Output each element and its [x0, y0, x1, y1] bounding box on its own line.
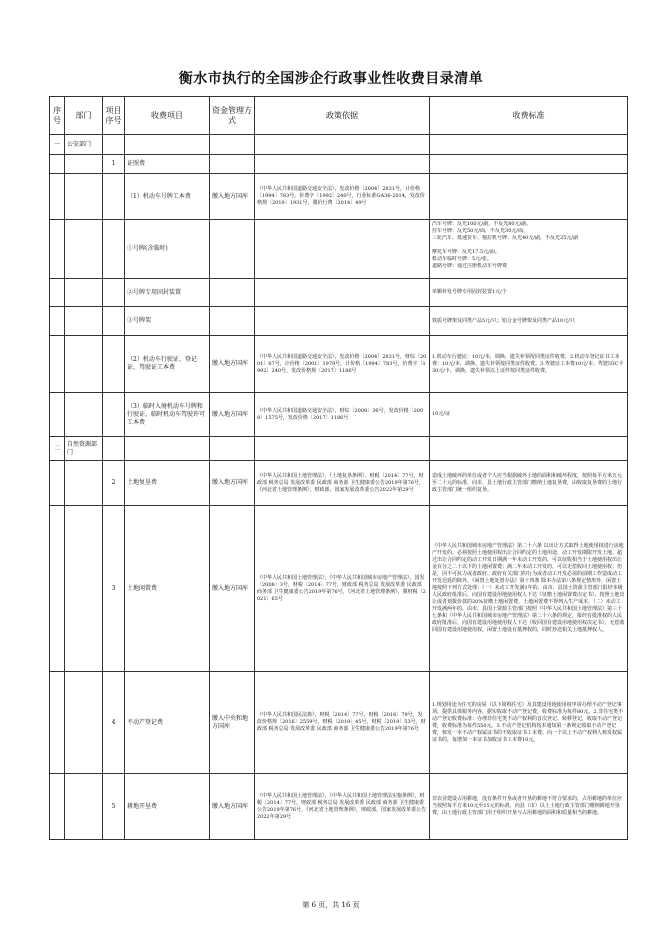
cell-item-serial: 4	[103, 672, 125, 774]
cell-item-serial	[103, 174, 125, 220]
cell-policy	[255, 307, 430, 336]
cell-policy	[255, 135, 430, 155]
cell-item: ②号牌专用固封装置	[125, 279, 210, 307]
cell-standard	[430, 437, 628, 461]
cell-dept	[65, 336, 103, 393]
cell-item: ①号牌(含临时)	[125, 220, 210, 279]
table-row	[50, 135, 628, 155]
table-row	[50, 774, 628, 840]
cell-standard	[430, 155, 628, 174]
cell-item: （2）机动车行驶证、登记证、驾驶证工本费	[125, 336, 210, 393]
table-row	[50, 336, 628, 393]
cell-fund: 缴入地方国库	[210, 461, 255, 506]
standard-line: 三轮汽车、低速货车、拖拉机号牌：反光40元/副，不反光25元/副	[432, 235, 579, 241]
cell-dept	[65, 672, 103, 774]
cell-dept	[65, 155, 103, 174]
cell-standard	[430, 135, 628, 155]
header-item-serial: 项目序号	[103, 97, 125, 135]
cell-dept	[65, 174, 103, 220]
cell-dept	[65, 774, 103, 840]
cell-fund	[210, 220, 255, 279]
cell-serial	[50, 307, 65, 336]
cell-item: 不动产登记费	[125, 672, 210, 774]
cell-dept	[65, 461, 103, 506]
cell-item-serial: 3	[103, 506, 125, 672]
cell-item-serial: 2	[103, 461, 125, 506]
cell-item-serial	[103, 220, 125, 279]
cell-serial	[50, 672, 65, 774]
standard-line: 汽车号牌：反光100元/副，不反光80元/副。	[432, 221, 532, 227]
cell-item: 土地闲置费	[125, 506, 210, 672]
standard-line	[432, 242, 625, 249]
cell-standard: 单颗补发号牌专用固封装置1元/个	[430, 279, 628, 307]
table-header-row	[50, 97, 628, 135]
cell-policy: 《中华人民共和国道路交通安全法》，财综〔2008〕36号，发改价格〔2008〕1575号，发改价格〔2017〕1186号	[255, 393, 430, 437]
fee-table	[49, 96, 628, 840]
standard-line: 道路号牌：通过注册机动车号牌费	[432, 263, 508, 269]
cell-item-serial: 5	[103, 774, 125, 840]
cell-item-serial	[103, 393, 125, 437]
cell-fund	[210, 135, 255, 155]
cell-policy: 《中华人民共和国土地管理法》，《中华人民共和国土地管理法实施条例》，财税〔2014〕77号，财政部 税务总局 发展改革委 民政部 商务部 卫生健康委公告2019年第76号，《河北省土地管理条例》，财政部、国家发展改革委公告2022年第29号	[255, 774, 430, 840]
header-policy: 政策依据	[255, 97, 430, 135]
cell-fund: 缴入地方国库	[210, 393, 255, 437]
page-footer: 第 6 页，共 16 页	[302, 901, 360, 909]
cell-item: 证照费	[125, 155, 210, 174]
cell-item-serial	[103, 437, 125, 461]
cell-fund	[210, 307, 255, 336]
header-serial: 序号	[50, 97, 65, 135]
table-row	[50, 437, 628, 461]
cell-item: 耕地开垦费	[125, 774, 210, 840]
cell-item-serial: 1	[103, 155, 125, 174]
cell-item: 土地复垦费	[125, 461, 210, 506]
cell-serial	[50, 393, 65, 437]
cell-standard: 10元/证	[430, 393, 628, 437]
cell-item	[125, 135, 210, 155]
cell-item: ③号牌架	[125, 307, 210, 336]
cell-serial	[50, 174, 65, 220]
cell-standard	[430, 174, 628, 220]
cell-standard: 1.机动车行驶证：10元/本，调换、遗失补领按同类证件收费。2.机动车登记证书工本费：10元/本，调换、遗失补领按同类证件收费。3.驾驶证工本费10元/本；驾驶证IC卡30元/卡，调换、遗失补领以上证件按同类证件收费。	[430, 336, 628, 393]
standard-line: 挂车号牌：反光50元/面，不反光30元/面。	[432, 228, 529, 234]
table-row	[50, 461, 628, 506]
cell-serial: 二	[50, 437, 65, 461]
cell-serial	[50, 279, 65, 307]
table-row	[50, 174, 628, 220]
table-row	[50, 393, 628, 437]
cell-policy	[255, 155, 430, 174]
cell-serial	[50, 506, 65, 672]
cell-fund	[210, 279, 255, 307]
cell-fund	[210, 437, 255, 461]
cell-policy: 《中华人民共和国民法典》，财税〔2014〕77号，财税〔2016〕79号，发改价格规〔2016〕2559号，财税〔2019〕45号，财税〔2019〕53号，财政部 税务总局 发展改革委 民政部 商务部 卫生健康委公告2019年第76号	[255, 672, 430, 774]
cell-policy: 《中华人民共和国道路交通安全法》，发改价格〔2004〕2831号，计价格〔1994〕783号，价费字〔1992〕240号，行业标准GA36-2014，发改价格规〔2019〕1931号，冀价行费〔2014〕49号	[255, 174, 430, 220]
cell-dept: 自然资源部门	[65, 437, 103, 461]
cell-dept: 公安部门	[65, 135, 103, 155]
standard-line: 机动车临时号牌：5元/张。	[432, 256, 492, 262]
cell-serial	[50, 461, 65, 506]
header-standard: 收费标准	[430, 97, 628, 135]
cell-fund: 缴入地方国库	[210, 174, 255, 220]
table-row	[50, 155, 628, 174]
cell-serial	[50, 155, 65, 174]
cell-dept	[65, 506, 103, 672]
cell-policy: 《中华人民共和国土地管理法》，《中华人民共和国城市房地产管理法》，国发〔2008〕3号，财税〔2014〕77号，财政部 税务总局 发展改革委 民政部 商务部 卫生健康委公告2019年第76号，《河北省土地管理条例》，冀财税〔2021〕65号	[255, 506, 430, 672]
cell-standard: 非农业建设占用耕地，没有条件开垦或者开垦的耕地不符合要求的，占用耕地的单位应当按照每平方米10元至15元的标准，向县（市）以上土地行政主管部门缴纳耕地开垦费，由土地行政主管部门用于组织开垦与占用耕地的面积和质量相当的耕地。	[430, 774, 628, 840]
cell-item: （3）临时入境机动车号牌和行驶证、临时机动车驾驶许可工本费	[125, 393, 210, 437]
header-item: 收费项目	[125, 97, 210, 135]
cell-dept	[65, 220, 103, 279]
table-row	[50, 220, 628, 279]
cell-standard: 铁质号牌架及同类产品5元/只；铝合金号牌架及同类产品10元/只	[430, 307, 628, 336]
cell-fund	[210, 155, 255, 174]
cell-item: （1）机动车号牌工本费	[125, 174, 210, 220]
cell-fund: 缴入中央和地方国库	[210, 672, 255, 774]
cell-policy: 《中华人民共和国道路交通安全法》，发改价格〔2004〕2831号，财综〔2001〕67号，计价格〔2001〕1979号，计价格〔1994〕783号，价费字〔1992〕240号，发改价格规〔2017〕1186号	[255, 336, 430, 393]
header-dept: 部门	[65, 97, 103, 135]
cell-serial: 一	[50, 135, 65, 155]
cell-policy	[255, 220, 430, 279]
cell-standard: 1.规划用途为住宅的房屋（以下简称住宅）及其建设用地使用权申请办理不动产登记事项，提供具体服务内容，据实收取不动产登记费，收费标准为每件80元。2.非住宅类不动产登记收费标准：办理非住宅类不动产权利的首次登记、转移登记，收取不动产登记费，收费标准为每件550元。3.不动产登记机构按本通知第一条规定收取不动产登记费，核发一本不动产权属证书的不收取证书工本费。向一个以上不动产权利人核发权属证书的，每增加一本证书加收证书工本费10元。	[430, 672, 628, 774]
cell-standard: 《中华人民共和国城市房地产管理法》第二十六条 以出让方式取得土地使用权进行房地产开发的，必须按照土地使用权出让合同约定的土地用途、动工开发期限开发土地。超过出让合同约定的动工开发日期满一年未动工开发的，可以征收相当于土地使用权出让金百分之二十以下的土地闲置费；满二年未动工开发的，可以无偿收回土地使用权；但是，因不可抗力或者政府、政府有关部门的行为或者动工开发必需的前期工作造成动工开发迟延的除外。《闲置土地处置办法》第十四条 除本办法第八条规定情形外，闲置土地按照下列方式处理：（一）未动工开发满1年的，由市、县国土资源主管部门报经本级人民政府批准后，向国有建设用地使用权人下达《征缴土地闲置费决定书》，按照土地出让或者划拨价款的20%征缴土地闲置费。土地闲置费不得列入生产成本。（二）未动工开发满两年的，由市、县国土资源主管部门按照《中华人民共和国土地管理法》第三十七条和《中华人民共和国城市房地产管理法》第二十六条的规定，报经有批准权的人民政府批准后，向国有建设用地使用权人下达《收回国有建设用地使用权决定书》，无偿收回国有建设用地使用权。闲置土地设有抵押权的，同时抄送相关土地抵押权人。	[430, 506, 628, 672]
cell-standard	[430, 220, 628, 279]
cell-serial	[50, 774, 65, 840]
table-row	[50, 307, 628, 336]
standard-line: 摩托车号牌：反光17.5元/面。	[432, 249, 500, 255]
cell-dept	[65, 279, 103, 307]
cell-serial	[50, 336, 65, 393]
cell-policy	[255, 279, 430, 307]
cell-item-serial	[103, 336, 125, 393]
header-fund: 资金管理方式	[210, 97, 255, 135]
cell-item-serial	[103, 307, 125, 336]
cell-dept	[65, 393, 103, 437]
cell-dept	[65, 307, 103, 336]
table-row	[50, 506, 628, 672]
cell-fund: 缴入地方国库	[210, 506, 255, 672]
cell-serial	[50, 220, 65, 279]
table-row	[50, 672, 628, 774]
cell-standard: 造成土地破坏的单位或者个人应当根据破坏土地的面积和破坏程度，按照每平方米五元至二十元的标准，向市、县土地行政主管部门缴纳土地复垦费，由收取复垦费的土地行政主管部门统一组织复垦。	[430, 461, 628, 506]
page-title: 衡水市执行的全国涉企行政事业性收费目录清单	[178, 71, 484, 87]
cell-item	[125, 437, 210, 461]
cell-item-serial	[103, 279, 125, 307]
cell-policy: 《中华人民共和国土地管理法》，《土地复垦条例》，财税〔2014〕77号，财政部 税务总局 发展改革委 民政部 商务部 卫生健康委公告2019年第76号，《河北省土地管理条例》，财政部、国家发展改革委公告2022年第29号	[255, 461, 430, 506]
table-row	[50, 279, 628, 307]
cell-fund: 缴入地方国库	[210, 774, 255, 840]
cell-fund: 缴入地方国库	[210, 336, 255, 393]
cell-policy	[255, 437, 430, 461]
cell-item-serial	[103, 135, 125, 155]
